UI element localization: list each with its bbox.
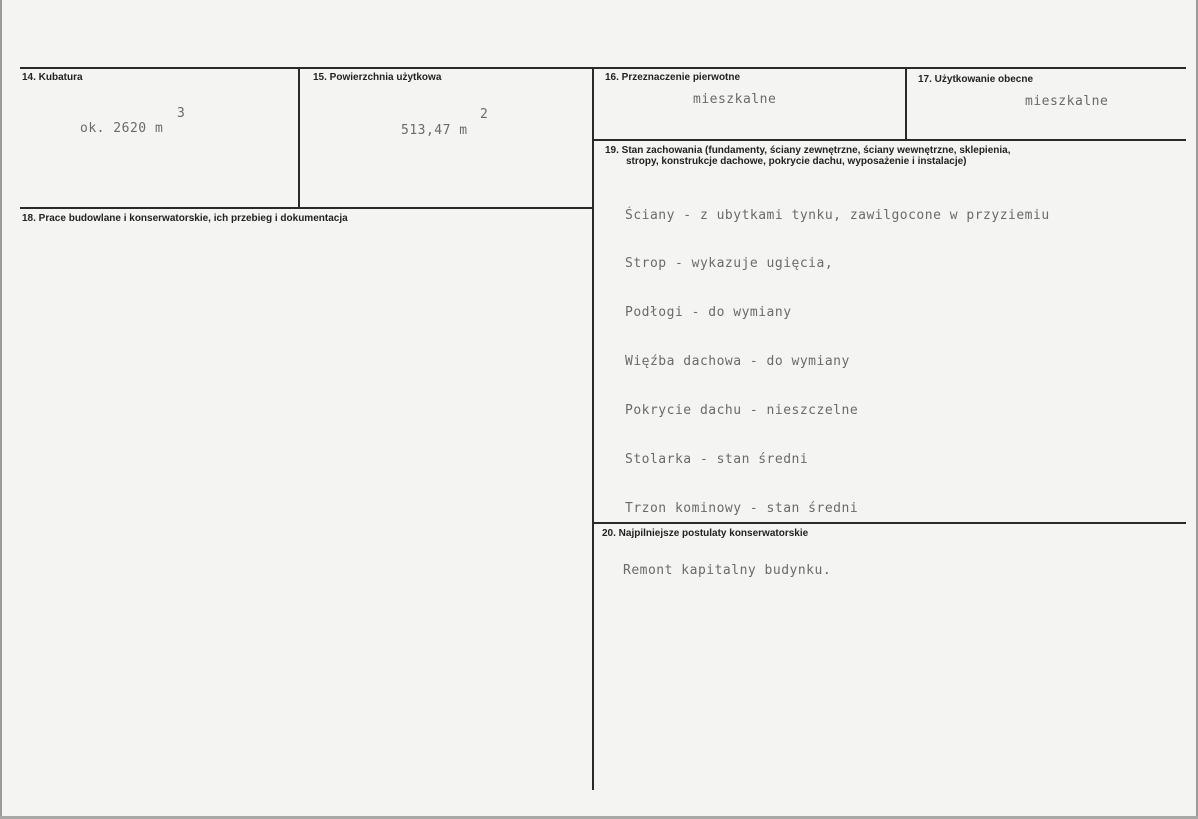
- condition-line: Trzon kominowy - stan średni: [625, 500, 859, 516]
- field-20-value: Remont kapitalny budynku.: [623, 563, 832, 578]
- field-19-label-line1: 19. Stan zachowania (fundamenty, ściany zewnętrzne, ściany wewnętrzne, sklepienia,: [605, 145, 1011, 156]
- field-19-label-line2: stropy, konstrukcje dachowe, pokrycie dachu, wyposażenie i instalacje): [626, 156, 967, 167]
- field-16-label: 16. Przeznaczenie pierwotne: [605, 72, 741, 83]
- field-15-superscript: 2: [480, 107, 489, 122]
- condition-line: Stolarka - stan średni: [625, 452, 809, 468]
- field-16-value: mieszkalne: [693, 92, 777, 107]
- condition-line: Pokrycie dachu - nieszczelne: [625, 403, 859, 419]
- divider-main: [592, 67, 594, 790]
- top-rule: [20, 67, 1186, 69]
- field-17-label: 17. Użytkowanie obecne: [918, 74, 1034, 85]
- rule-18-top: [20, 207, 594, 209]
- field-15-label: 15. Powierzchnia użytkowa: [313, 72, 442, 83]
- condition-line: Podłogi - do wymiany: [625, 305, 792, 321]
- field-15-value: 513,47 m: [401, 123, 468, 138]
- field-14-label: 14. Kubatura: [22, 72, 83, 83]
- condition-line: Strop - wykazuje ugięcia,: [625, 256, 834, 272]
- field-19-value: [625, 175, 1050, 550]
- field-17-value: mieszkalne: [1025, 94, 1109, 109]
- condition-line: Ściany - z ubytkami tynku, zawilgocone w przyziemiu: [625, 207, 1050, 223]
- field-14-superscript: 3: [177, 106, 186, 121]
- field-14-value: ok. 2620 m: [80, 121, 164, 136]
- card-left-edge: [0, 0, 2, 819]
- field-18-label: 18. Prace budowlane i konserwatorskie, ich przebieg i dokumentacja: [22, 213, 348, 224]
- divider-14-15: [298, 67, 300, 208]
- divider-16-17: [905, 67, 907, 140]
- rule-19-top: [594, 139, 1186, 141]
- condition-line: Więźba dachowa - do wymiany: [625, 354, 850, 370]
- field-20-label: 20. Najpilniejsze postulaty konserwatorskie: [602, 528, 809, 539]
